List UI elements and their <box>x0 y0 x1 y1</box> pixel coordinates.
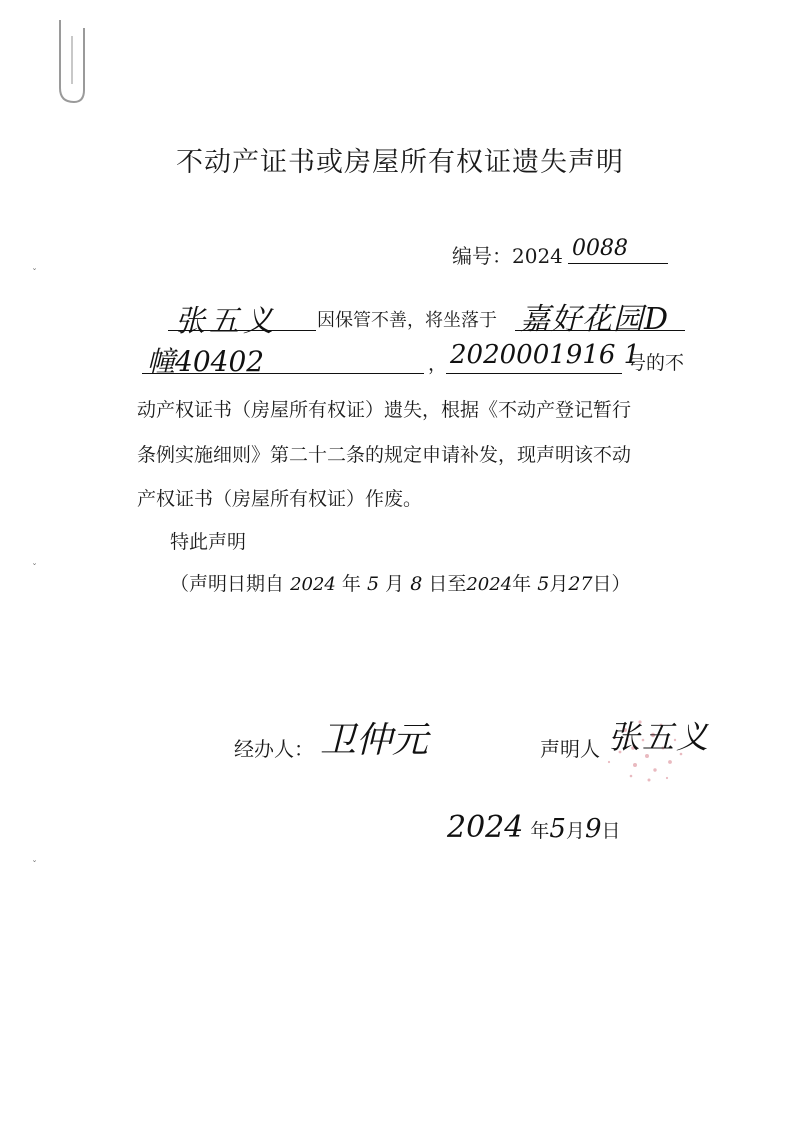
declare-heading: 特此声明 <box>170 531 247 553</box>
cert-suffix-text: 号的不 <box>627 352 685 374</box>
period-start-day: 8 <box>410 573 423 595</box>
comma: ， <box>428 353 448 375</box>
date-month: 5 <box>549 814 566 844</box>
document-title: 不动产证书或房屋所有权证遗失声明 <box>176 147 624 178</box>
number-handwritten: 0088 <box>572 236 628 261</box>
date-day: 9 <box>584 814 602 844</box>
declarant-name-handwritten: 张五义 <box>175 304 277 339</box>
date-row <box>447 810 621 845</box>
number-label: 编号： <box>452 244 512 268</box>
room-handwritten: 幢40402 <box>147 345 265 378</box>
period-close: 日） <box>592 573 631 595</box>
period-end-year: 2024 <box>466 574 513 595</box>
period-end-month-label: 月 <box>549 573 569 595</box>
period-open: （声明日期自 <box>170 573 285 595</box>
handler-signature: 卫仲元 <box>320 720 429 761</box>
scan-mark: ˇ <box>32 860 37 871</box>
scan-mark: ˇ <box>32 268 37 279</box>
period-start-month: 5 <box>366 573 380 595</box>
paragraph-line: 产权证书（房屋所有权证）作废。 <box>137 488 423 510</box>
paragraph-line: 动产权证书（房屋所有权证）遗失，根据《不动产登记暂行 <box>137 399 632 421</box>
paragraph-line: 条例实施细则》第二十二条的规定申请补发，现声明该不动 <box>137 444 632 466</box>
location-handwritten: 嘉好花园D <box>520 302 670 337</box>
date-month-label: 月 <box>565 820 585 842</box>
scan-mark: ˇ <box>32 563 37 574</box>
binder-clip-mark <box>52 18 92 108</box>
number-label-row <box>452 240 563 269</box>
period-end-day: 27 <box>568 573 593 595</box>
reason-text: 因保管不善，将坐落于 <box>317 310 497 331</box>
room-underline <box>142 373 424 374</box>
cert-number-handwritten: 2020001916 1 <box>450 340 641 370</box>
handler-label: 经办人： <box>234 737 314 761</box>
cert-number-underline <box>446 373 622 374</box>
name-underline <box>168 330 316 331</box>
period-end-month: 5 <box>537 573 550 595</box>
date-year: 2024 <box>447 810 524 845</box>
declarant-signature: 张五义 <box>608 718 711 756</box>
period-row <box>170 569 631 596</box>
number-printed: 2024 <box>512 244 563 268</box>
period-start-year: 2024 <box>290 574 336 595</box>
period-to-label: 日至 <box>428 573 467 595</box>
period-end-year-label: 年 <box>512 573 532 595</box>
location-underline <box>515 330 685 331</box>
period-year-label: 年 <box>341 573 361 595</box>
period-month-label: 月 <box>385 573 405 595</box>
date-day-label: 日 <box>601 820 621 842</box>
date-year-label: 年 <box>530 820 550 842</box>
number-underline <box>568 263 668 264</box>
declarant-label: 声明人 <box>540 737 600 761</box>
